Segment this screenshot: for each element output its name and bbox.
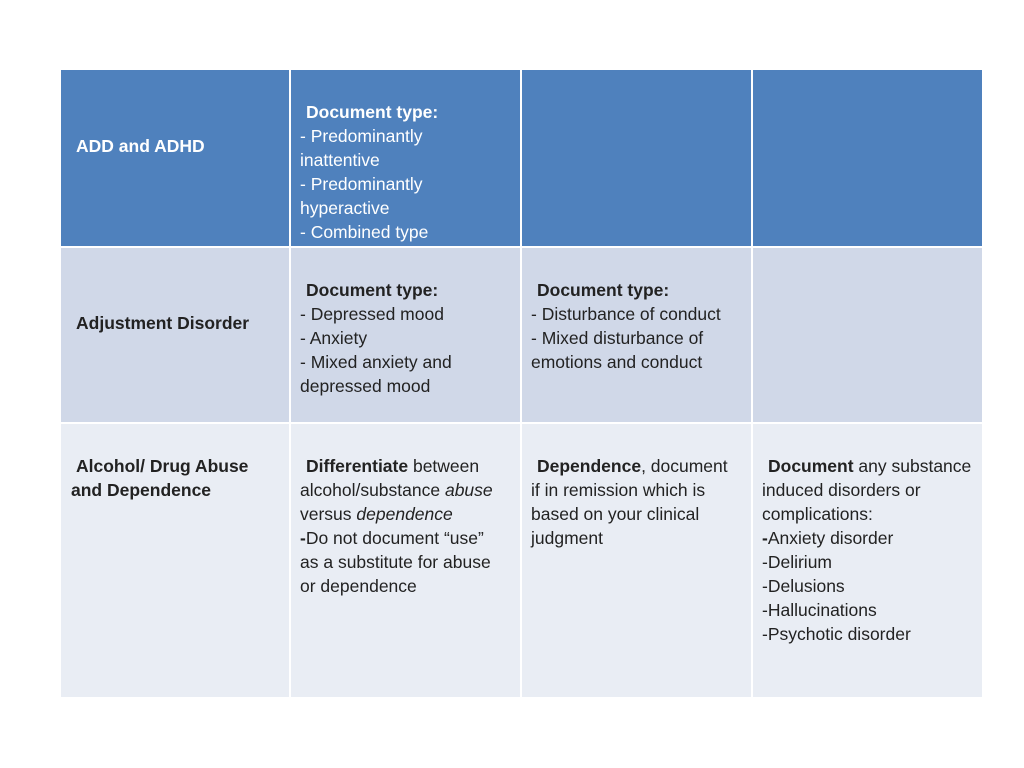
row-label: Adjustment Disorder: [76, 313, 250, 333]
row-label: Alcohol/ Drug Abuse: [76, 456, 249, 476]
text-line: judgment: [531, 528, 603, 548]
row-label: ADD and ADHD: [76, 136, 205, 156]
text-line: induced disorders or: [762, 480, 921, 500]
list-item: - Predominantly: [300, 174, 423, 194]
cell-adjustment-conduct-types: [521, 247, 752, 423]
text-line: complications:: [762, 504, 873, 524]
list-item: -Hallucinations: [762, 600, 877, 620]
cell-adjustment-empty: [752, 247, 983, 423]
text-line: [537, 454, 743, 478]
cell-alcohol-label: [60, 423, 290, 698]
cell-heading: Document type:: [537, 280, 670, 300]
dash: -: [300, 528, 306, 548]
text-line: as a substitute for abuse: [300, 552, 491, 572]
list-item: - Mixed anxiety and: [300, 352, 452, 372]
disorder-documentation-table: [59, 68, 984, 699]
text-line: [300, 526, 512, 550]
text-fragment: alcohol/substance: [300, 480, 445, 500]
dash: -: [762, 528, 768, 548]
cell-add-document-types: [290, 69, 521, 247]
list-item: -Delusions: [762, 576, 845, 596]
text-line: [300, 502, 512, 526]
cell-heading: Document type:: [306, 102, 439, 122]
cell-alcohol-complications: [752, 423, 983, 698]
cell-add-empty-2: [752, 69, 983, 247]
emphasis-italic: dependence: [356, 504, 453, 524]
row-label-continued: and Dependence: [71, 480, 212, 500]
cell-adjustment-label: [60, 247, 290, 423]
text-fragment: , document: [641, 456, 728, 476]
table-row-add-adhd: [60, 69, 983, 247]
cell-alcohol-differentiate: [290, 423, 521, 698]
cell-adjustment-document-types: [290, 247, 521, 423]
list-item: depressed mood: [300, 376, 431, 396]
list-item: -Delirium: [762, 552, 832, 572]
list-item: hyperactive: [300, 198, 390, 218]
text-line: [306, 454, 512, 478]
text-fragment: between: [408, 456, 480, 476]
list-item: [762, 526, 974, 550]
list-item: - Mixed disturbance of: [531, 328, 704, 348]
table-row-alcohol-drug: [60, 423, 983, 698]
list-item: - Depressed mood: [300, 304, 444, 324]
text-line: based on your clinical: [531, 504, 700, 524]
text-line: if in remission which is: [531, 480, 706, 500]
cell-add-label: [60, 69, 290, 247]
table-row-adjustment-disorder: [60, 247, 983, 423]
cell-alcohol-dependence: [521, 423, 752, 698]
list-item: - Combined type: [300, 222, 429, 242]
list-item: - Anxiety: [300, 328, 368, 348]
list-item: inattentive: [300, 150, 380, 170]
text-fragment: Do not document “use”: [305, 528, 484, 548]
text-fragment: versus: [300, 504, 357, 524]
list-item: emotions and conduct: [531, 352, 703, 372]
text-line: [768, 454, 974, 478]
cell-heading: Document type:: [306, 280, 439, 300]
list-item: - Disturbance of conduct: [531, 304, 721, 324]
text-line: [300, 478, 512, 502]
emphasis: Differentiate: [306, 456, 409, 476]
text-fragment: Anxiety disorder: [767, 528, 894, 548]
emphasis: Dependence: [537, 456, 642, 476]
emphasis-italic: abuse: [444, 480, 493, 500]
list-item: - Predominantly: [300, 126, 423, 146]
cell-add-empty-1: [521, 69, 752, 247]
text-line: or dependence: [300, 576, 417, 596]
emphasis: Document: [768, 456, 854, 476]
list-item: -Psychotic disorder: [762, 624, 911, 644]
text-fragment: any substance: [853, 456, 972, 476]
